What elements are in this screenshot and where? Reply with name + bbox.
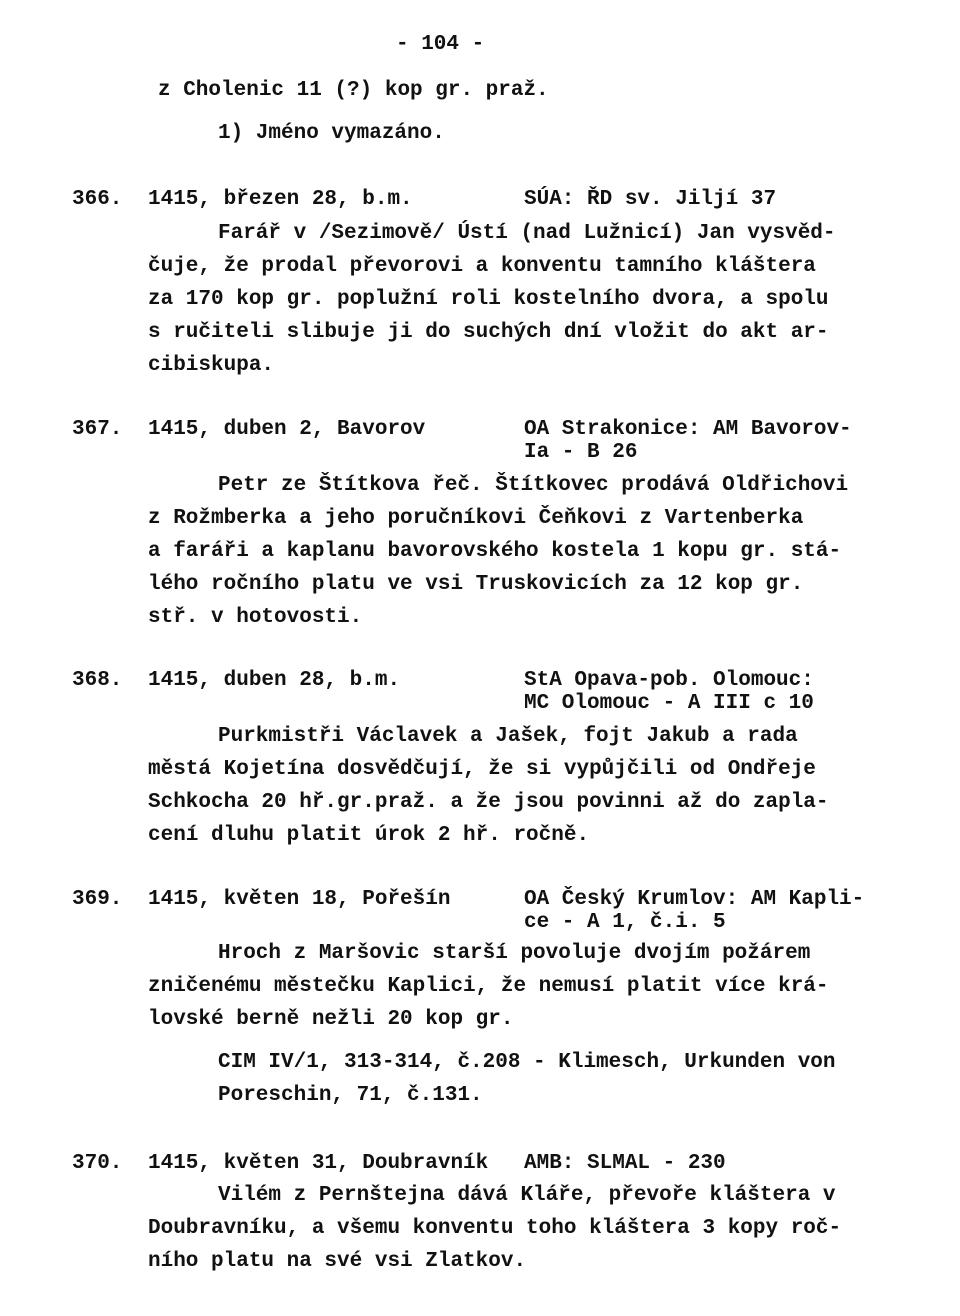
entry-text-line: městá Kojetína dosvědčují, že si vypůjčili od Ondřeje: [148, 758, 816, 781]
entry-text-line: Doubravníku, a všemu konventu toho kláštera 3 kopy roč-: [148, 1217, 842, 1240]
entry-literature-line: Poreschin, 71, č.131.: [218, 1084, 483, 1107]
entry-number: 367.: [72, 418, 123, 441]
entry-text-line: s ručiteli slibuje ji do suchých dní vložit do akt ar-: [148, 321, 829, 344]
entry-number: 369.: [72, 888, 123, 911]
entry-text-line: lého ročního platu ve vsi Truskovicích za 12 kop gr.: [148, 573, 804, 596]
entry-text-line: cibiskupa.: [148, 354, 275, 377]
entry-date-place: 1415, květen 18, Pořešín: [148, 888, 451, 911]
entry-date-place: 1415, duben 28, b.m.: [148, 669, 401, 692]
entry-text-line: stř. v hotovosti.: [148, 606, 363, 629]
entry-archive: AMB: SLMAL - 230: [524, 1152, 726, 1175]
entry-text-line: Purkmistři Václavek a Jašek, fojt Jakub a rada: [218, 725, 798, 748]
entry-archive: StA Opava-pob. Olomouc:: [524, 669, 814, 692]
entry-date-place: 1415, duben 2, Bavorov: [148, 418, 426, 441]
page-number: - 104 -: [396, 33, 485, 56]
entry-number: 366.: [72, 188, 123, 211]
entry-text-line: Petr ze Štítkova řeč. Štítkovec prodává Oldřichovi: [218, 474, 849, 497]
entry-number: 370.: [72, 1152, 123, 1175]
entry-archive: SÚA: ŘD sv. Jiljí 37: [524, 188, 777, 211]
entry-text-line: Hroch z Maršovic starší povoluje dvojím požárem: [218, 942, 811, 965]
entry-text-line: cení dluhu platit úrok 2 hř. ročně.: [148, 824, 590, 847]
entry-text-line: Vilém z Pernštejna dává Kláře, převoře kláštera v: [218, 1184, 836, 1207]
entry-archive: Ia - B 26: [524, 441, 638, 464]
continuation-line: z Cholenic 11 (?) kop gr. praž.: [158, 79, 549, 102]
entry-text-line: z Rožmberka a jeho poručníkovi Čeňkovi z Vartenberka: [148, 507, 804, 530]
entry-archive: OA Strakonice: AM Bavorov-: [524, 418, 852, 441]
entry-text-line: a faráři a kaplanu bavorovského kostela 1 kopu gr. stá-: [148, 540, 842, 563]
entry-text-line: za 170 kop gr. poplužní roli kostelního dvora, a spolu: [148, 288, 829, 311]
entry-text-line: ního platu na své vsi Zlatkov.: [148, 1250, 527, 1273]
entry-text-line: Schkocha 20 hř.gr.praž. a že jsou povinni až do zapla-: [148, 791, 829, 814]
entry-text-line: čuje, že prodal převorovi a konventu tamního kláštera: [148, 255, 816, 278]
entry-archive: OA Český Krumlov: AM Kapli-: [524, 888, 865, 911]
entry-archive: MC Olomouc - A III c 10: [524, 692, 814, 715]
entry-archive: ce - A 1, č.i. 5: [524, 911, 726, 934]
entry-text-line: lovské berně nežli 20 kop gr.: [148, 1008, 514, 1031]
entry-text-line: zničenému městečku Kaplici, že nemusí platit více krá-: [148, 975, 829, 998]
entry-literature-line: CIM IV/1, 313-314, č.208 - Klimesch, Urkunden von: [218, 1051, 836, 1074]
entry-date-place: 1415, březen 28, b.m.: [148, 188, 413, 211]
entry-number: 368.: [72, 669, 123, 692]
entry-text-line: Farář v /Sezimově/ Ústí (nad Lužnicí) Jan vysvěd-: [218, 222, 836, 245]
entry-date-place: 1415, květen 31, Doubravník: [148, 1152, 489, 1175]
footnote: 1) Jméno vymazáno.: [218, 122, 445, 145]
